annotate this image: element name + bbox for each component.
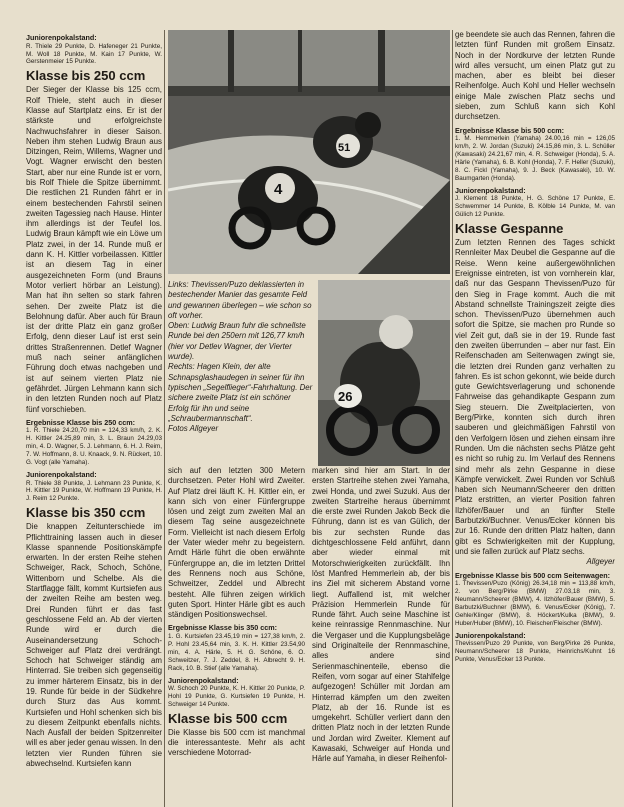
results-gespanne: 1. Thevissen/Puzo (König) 26.34,18 min = 113,88 km/h, 2. von Berg/Pirke (BMW) 27.03,18 min, 3. Neumann/Scheerer (BMW), 4. Ilzhöfer/Bauer (BMW), 5. Barbutzki/Buchner (BMW), 6. Venus/Ecker (König), 7. Gehle/Klinger (BMW), 8. Höckert/Kulka (BMW), 9. Huber/Huber (BMW), 10. Fleischer/Fleischer (BMW). [455,580,615,627]
author-signature: Allgeyer [586,557,615,567]
article-350ccm-continued: sich auf den letzten 300 Metern durchsetzen. Peter Hohl wird Zweiter. Auf Platz drei läuft K. H. Kittler ein, er kann sich von einer Fünfergruppe lösen und zeigt zum zweiten Mal an diesem Tag seine ausgezeichnete Form. Vielleicht ist nach diesem Erfolg der Vater wieder mehr zu begeistern. Arndt Härle führt die oben erwähnte Fünfergruppe an, die im letzten Drittel des Rennens noch aus Schöne, Schweitzer, Zeddel und Albrecht besteht. Alle führen zeigen wirklich guten Sport. Hinter Härle gibt es auch ständigen Positionswechsel. [168,466,305,620]
race-number-4: 4 [274,181,283,198]
results-350-heading: Ergebnisse Klasse bis 350 ccm: [168,623,278,633]
heading-250ccm: Klasse bis 250 ccm [26,68,146,84]
results-500-heading: Ergebnisse Klasse bis 500 ccm: [455,125,565,135]
junior-standings-500: J. Klement 18 Punkte, H. G. Schöne 17 Punkte, E. Schwemmer 14 Punkte, B. Kölble 14 Punkte, M. van Gülich 12 Punkte. [455,195,615,219]
results-350: 1. G. Kurtsiefen 23.45,19 min = 127,38 km/h, 2. P. Hohl 23.45,64 min, 3. K. H. Kittler 23.54,90 min, 4. A. Härle, 5. H. G. Schöne, 6. O. Schweitzer, 7. J. Zeddel, 8. H. Albrecht 9. H. Rack, 10. B. Stief (alle Yamaha). [168,633,305,672]
article-250ccm: Der Sieger der Klasse bis 125 ccm, Rolf Thiele, steht auch in dieser Klasse auf Startplatz eins. Er ist der stärkste und erfolgreichste Nachwuchsfahrer in dieser Saison. Neben ihm stehen Ludwig Braun aus Ditzingen, Reim, Willems, Wagner und Vogt. Wagner erwischt den besten Start, aber nur eine Runde ist er vorn, bis Rolf Thiele die Spitze übernimmt. Die restlichen 21 Runden fährt er in einem bestechenden Fahrstil seinen zweiten Tagessieg nach Hause. Hinter ihm allerdings ist der Teufel los. Ludwig Braun kämpft wie ein Löwe um Platz zwei, in der 14. Runde muß er dann K. H. Kittler vorbeilassen. Kittler ist an diesem Tag in einer ausgezeichneten Form (und Brauns Motor verliert hörbar an Leistung). Man hat ihn selten so stark fahren sehen. Der zweite Platz ist die Belohnung dafür. Aber auch für Braun ist der dritte Platz ein ganz großer Erfolg, denn dieser Lauf ist erst sein drittes Straßenrennen. Detlef Wagner muß nach seiner anfänglichen Führung doch etwas nachgeben und ist auf seinem vierten Platz nie gefährdet. Jürgen Lehmann kann sich in den letzten Runden noch auf Platz fünf vorschieben. [26,85,162,414]
junior-standings-heading-500: Juniorenpokalstand: [455,185,526,195]
photo-racing-motorcycles [168,30,450,274]
column-left [26,30,162,807]
column-rule-1 [164,30,165,807]
results-250-heading: Ergebnisse Klasse bis 250 ccm: [26,417,136,427]
column-rule-2 [452,30,453,807]
photo-braun-wagner [168,30,450,274]
junior-standings-heading-250: Juniorenpokalstand: [26,469,97,479]
race-number-26: 26 [338,389,353,404]
junior-standings-heading-125: Juniorenpokalstand: [26,33,97,42]
article-500ccm-end: ge beendete sie auch das Rennen, fahren die letzten fünf Runden mit großem Einsatz. Noch in der Nordkurve der letzten Runde wird alles versucht, um einen Platz gut zu machen, aber es bleibt bei dieser Reihenfolge. Auch Kohl und Heller wechseln einige Male zwischen Platz sechs und sieben, zum Schluß kann sich Kohl durchsetzen. [455,30,615,122]
photo-hagen-klein [318,280,450,466]
article-350ccm: Die knappen Zeitunterschiede im Pflichttraining lassen auch in dieser Klasse spannende Positionskämpfe erwarten. In der ersten Reihe stehen Schweiger, Rack, Schoch, Schöne, Wittenborn und Schelbe. Als die Startflagge fällt, kommt Kurtsiefen aus der zweiten Reihe am besten weg. Drei Runden führt er das fast geschlossene Feld an. Ab der vierten Runde wird er durch die Auseinandersetzung Schoch-Schweiger auf Platz drei verdrängt. Schoch hat Schweiger ständig am Hinterrad. Sie treiben sich gegenseitig zu immer härterem Einsatz, bis in der 19. Runde für beide in der Südkehre durch Sturz das Aus kommt. Kurtsiefen und Hohl schenken sich bis zu diesem Zeitpunkt ebenfalls nichts. Nach Ausfall der beiden Spitzenreiter will es aber jeder genau wissen. In den letzten vier Runden führen sie abwechselnd. Kurtsiefen kann [26,522,162,769]
article-500ccm-continued: marken sind hier am Start. In der ersten Startreihe stehen zwei Yamaha, zwei Honda, und zwei Suzuki. Aus der zweiten Startreihe heraus übernimmt die erste zwei Runden Jakob Beck die Führung, dann ist es van Gülich, der bis zur sechsten Runde das dichtgeschlossene Feld anführt, dann aber wieder einmal mit Motorschwierigkeiten zurückfällt. Ihn löst Manfred Hemmerlein ab, der bis ins Ziel mit sicherem Abstand vorne liegt. Auffallend ist, mit welcher Präzision Hemmerlein Runde für Runde fährt. Auch seine Maschine ist keine reinrassige Rennmaschine. Nur die Vergaser und die Kupplungsbeläge sind Originalteile der Rennmaschine, alles andere sind Serienmaschinenteile, ebenso die Reifen, vorn sogar auf einer Stahlfelge aufgezogen! Schüller mit Jordan am Hinterrad kämpfen um den zweiten Platz, ab der 16. Runde ist es umgekehrt. Schüller verliert dann den dritten Platz noch in der letzten Runde und Jordan wird Zweiter. Klement auf Kawasaki, Schweiger auf Honda und Härle auf Yamaha, in dieser Reihenfol- [312,466,450,764]
junior-standings-heading-gespanne: Juniorenpokalstand: [455,630,526,640]
article-500ccm: Die Klasse bis 500 ccm ist manchmal die interessanteste. Mehr als acht verschiedene Motorrad- [168,727,305,758]
article-gespanne: Zum letzten Rennen des Tages schickt Rennleiter Max Deubel die Gespanne auf die Reise. Wenn keine außergewöhnlichen Ereignisse eintreten, ist von vornherein klar, daß nur das Gespann Thevissen/Puzo für den Sieg in Frage kommt. Auch die mit Abstand schnellste Trainingszeit zeigte dies schon. Thevissen/Puzo übernehmen auch sofort die Spitze, sie machen pro Runde so viel Zeit gut, daß sie in der 19. Runde fast den zweiten überrunden – aber nur fast. Ein Reifenschaden am Seitenwagen zwingt sie, die letzten drei Runden ganz verhalten zu fahren. Es ist schon gekonnt, wie beide durch gute Gewichtsverlagerung und schonende Fahrweise das gehandikapte Gespann zum Sieg steuern. Die Zweitplacierten, von Berg/Pirke, konnten sich durch ihren sauberen und gleichmäßigen Fahrstil von den Verfolgern lösen und ziehen einsam ihre Runden. Um die nächsten sechs Plätze geht es nicht so ruhig zu. Im Verlauf des Rennens sind mehr als zehn Gespanne in diese Kämpfe verwickelt. Zwei Runden vor Schluß haben sich Neumann/Scheerer den dritten Platz erstritten, an vierter Position fahren Ilzhöfer/Bauer und an fünfter Stelle Barbutzki/Buchner. Venus/Ecker können bis zur 16. Runde den dritten Platz halten, dann gibt es Schwierigkeiten mit der Kupplung, und sie fallen zurück auf Platz sechs. [455,238,615,556]
results-gespanne-heading: Ergebnisse Klasse bis 500 ccm Seitenwagen: [455,570,611,580]
heading-gespanne: Klasse Gespanne [455,221,564,237]
junior-standings-125: R. Thiele 29 Punkte, D. Hafeneger 21 Punkte, M. Woll 18 Punkte, M. Kain 17 Punkte, W. Gerstenmeier 15 Punkte. [26,42,162,66]
column-right [455,30,615,807]
photo-captions: Links: Thevissen/Puzo deklassierten in bestechender Manier das gesamte Feld und gewannen überlegen – wie schon so oft vorher. Oben: Ludwig Braun fuhr die schnellste Runde bei den 250ern mit 126,77 km/h (hier vor Detlev Wagner, der Vierter wurde). Rechts: Hagen Klein, der alte Schnapsglashaudegen in seiner für ihn typischen „Segelflieger“-Fahrhaltung. Der sichere zweite Platz ist ein schöner Erfolg für ihn und seine „Schraubermannschaft“. Fotos Allgeyer [168,280,313,434]
column-middle [168,30,450,807]
results-500: 1. M. Hemmerlein (Yamaha) 24.00,16 min = 126,05 km/h, 2. W. Jordan (Suzuki) 24.15,86 min, 3. L. Schüller (Kawasaki) 24.21,67 min, 4. R. Schweiger (Honda), 5. A. Härle (Yamaha), 6. B. Kohl (Honda), 7. F. Heller (Suzuki), 8. C. Fickl (Yamaha), 9. J. Beck (Kawasaki), 10. W. Baumgarten (Honda). [455,135,615,182]
heading-500ccm: Klasse bis 500 ccm [168,710,288,726]
junior-standings-gespanne: Thevissen/Puzo 29 Punkte, von Berg/Pirke 26 Punkte, Neumann/Scheerer 18 Punkte, Heinrichs/Kuhnt 16 Punkte, Venus/Ecker 13 Punkte. [455,640,615,663]
junior-standings-250: R. Thiele 38 Punkte, J. Lehmann 23 Punkte, K. H. Kittler 19 Punkte, W. Hoffmann 19 Punkte, H. J. Reim 12 Punkte. [26,479,162,503]
heading-350ccm: Klasse bis 350 ccm [26,505,146,521]
junior-standings-heading-350: Juniorenpokalstand: [168,675,239,685]
photo-motorcycle-rider [318,280,450,466]
results-250: 1. R. Thiele 24.20,70 min = 124,33 km/h, 2. K. H. Kittler 24.25,89 min, 3. L. Braun 24.29,03 min, 4. D. Wagner, 5. J. Lehmann, 6. H. J. Reim, 7. W. Hoffmann, 8. U. Knaack, 9. N. Rückert, 10. G. Vogt (alle Yamaha). [26,427,162,467]
race-number-51: 51 [338,142,351,154]
junior-standings-350: W. Schoch 20 Punkte, K. H. Kittler 20 Punkte, P. Hohl 19 Punkte, G. Kurtsiefen 19 Punkte, H. Schweiger 14 Punkte. [168,685,305,708]
